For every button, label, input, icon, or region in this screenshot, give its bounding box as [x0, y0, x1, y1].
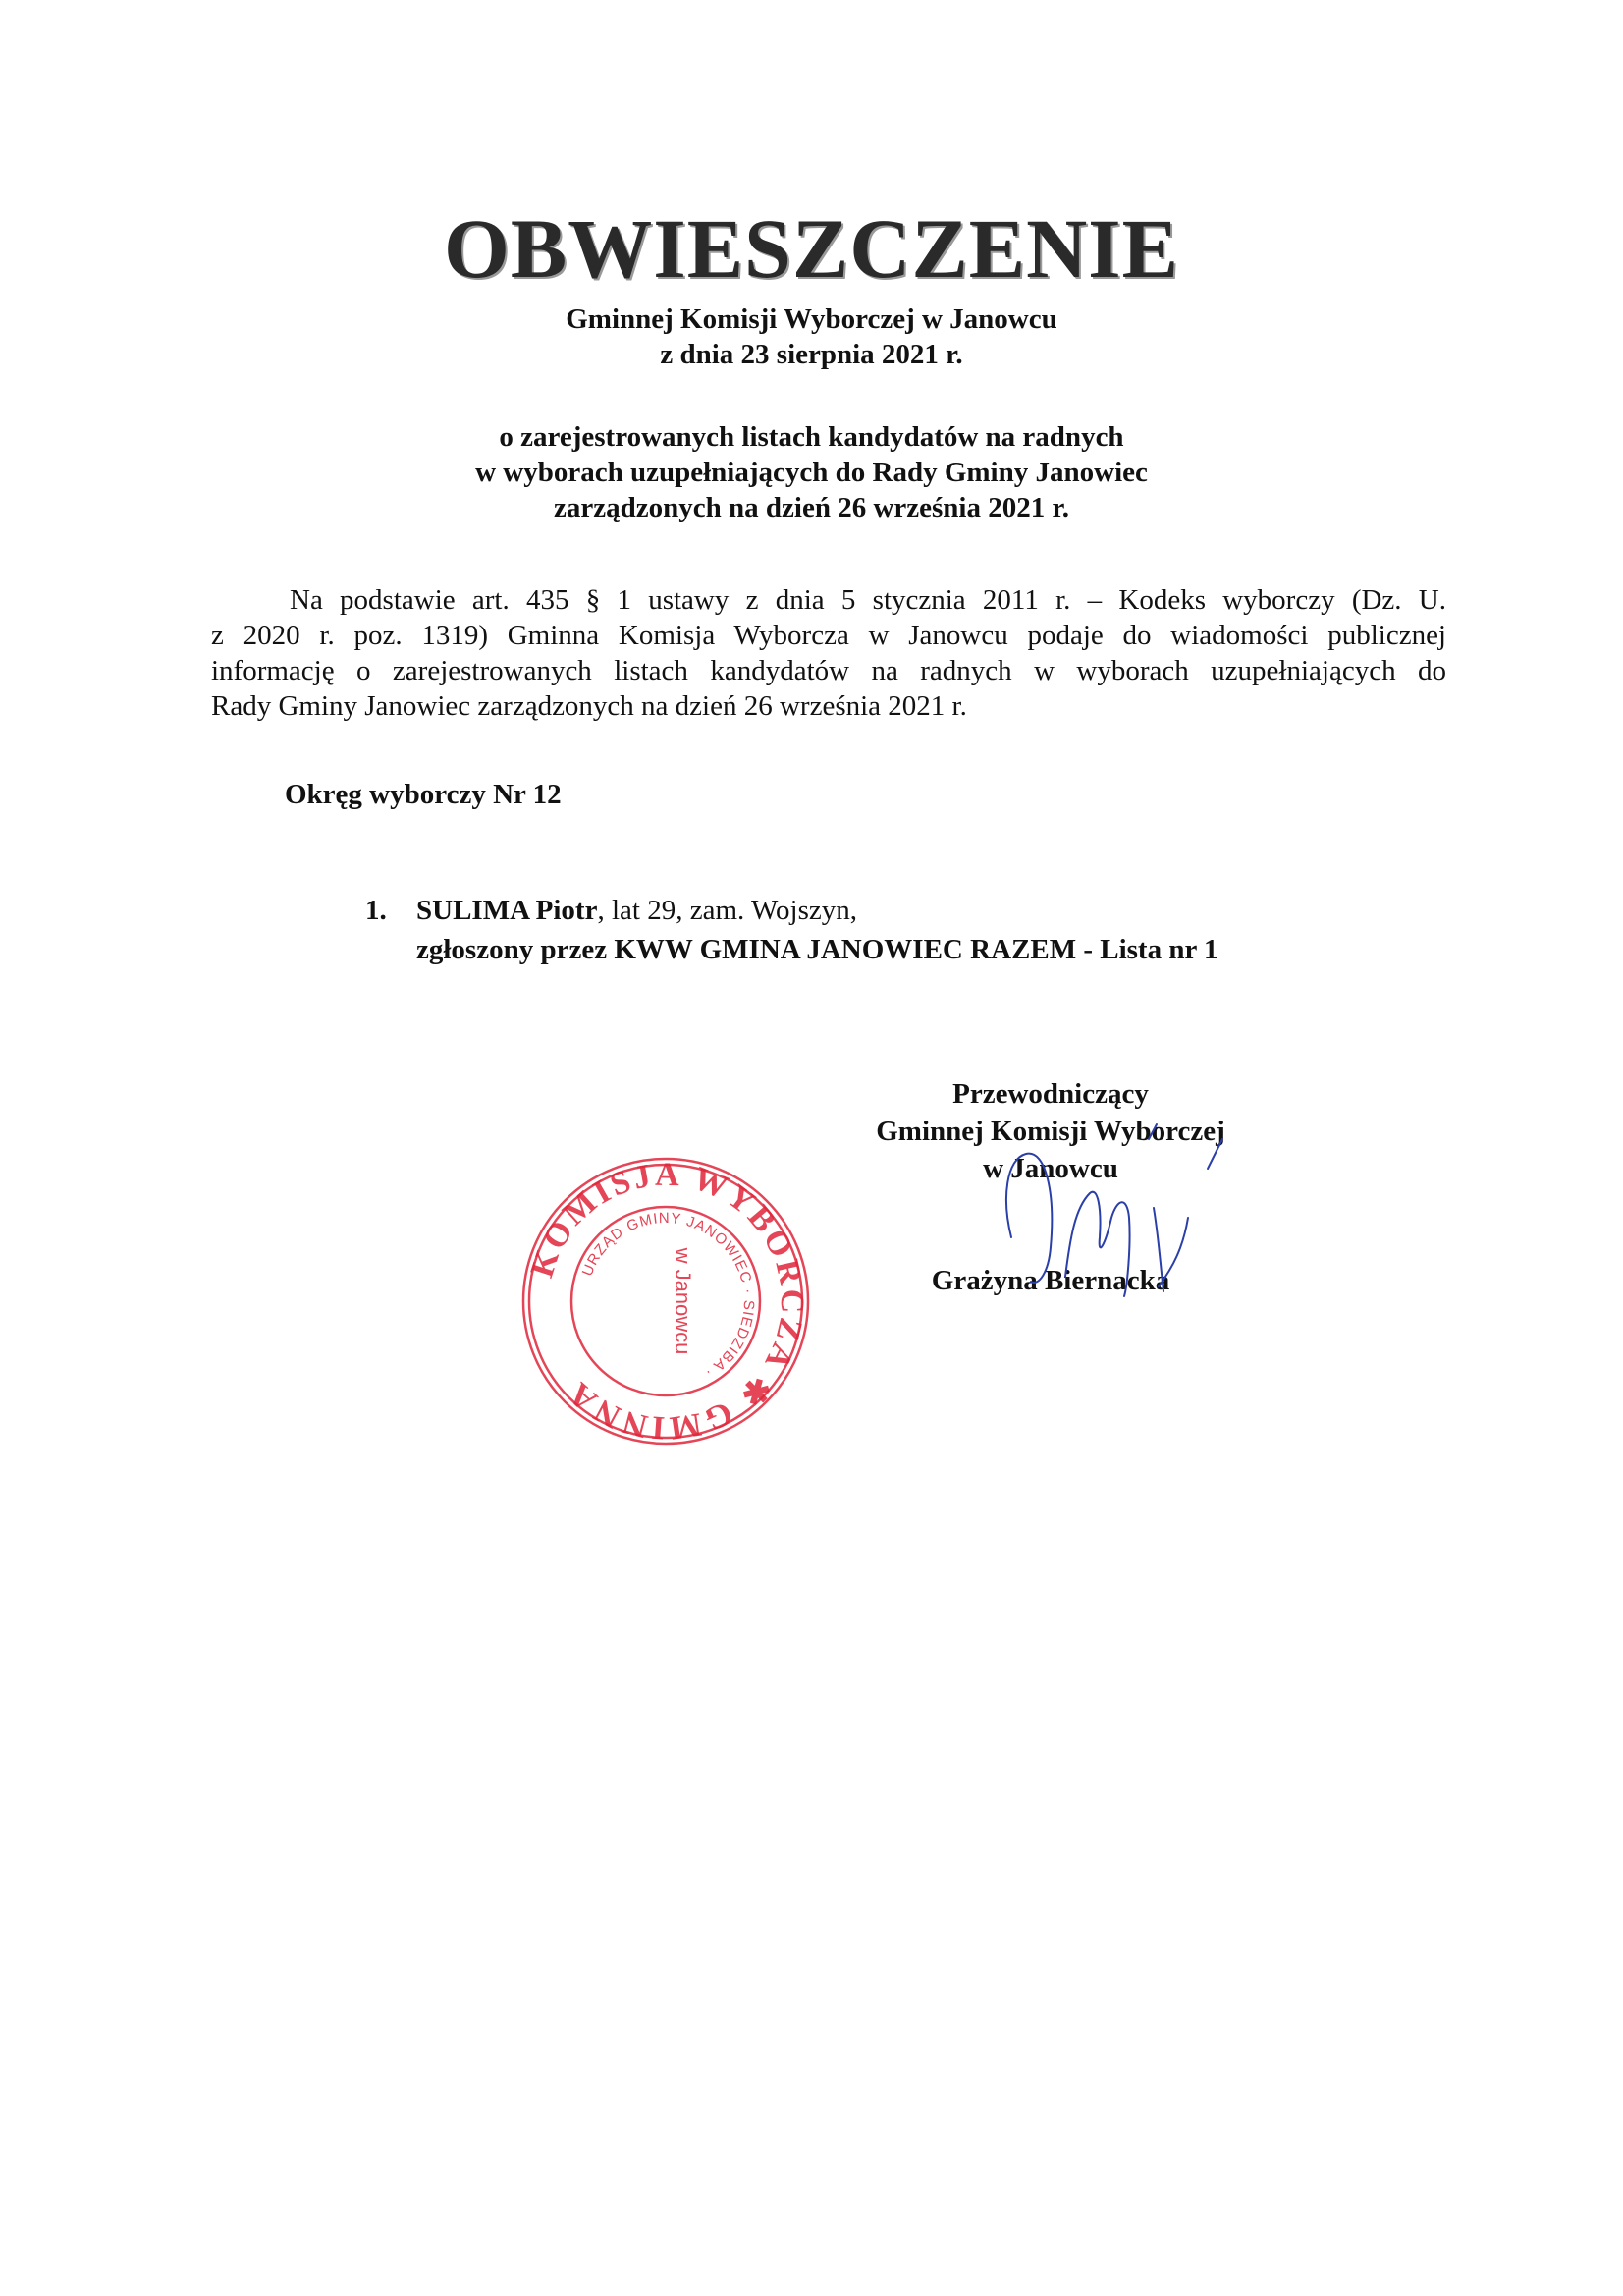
body-line: z 2020 r. poz. 1319) Gminna Komisja Wyborcza w Janowcu podaje do wiadomości publicznej	[211, 620, 1446, 651]
body-line: informację o zarejestrowanych listach kandydatów na radnych w wyborach uzupełniających do	[211, 655, 1446, 686]
signer-role: Gminnej Komisji Wyborczej	[876, 1116, 1225, 1147]
body-line: Na podstawie art. 435 § 1 ustawy z dnia 5 stycznia 2011 r. – Kodeks wyborczy (Dz. U.	[290, 584, 1446, 616]
subject-block	[0, 419, 1623, 525]
subject-line: zarządzonych na dzień 26 września 2021 r.	[554, 492, 1069, 523]
stamp-center-text: w Janowcu	[671, 1247, 695, 1355]
body-line: Rady Gminy Janowiec zarządzonych na dzień 26 września 2021 r.	[211, 690, 967, 722]
candidate-details: , lat 29, zam. Wojszyn,	[597, 895, 857, 926]
candidate-name: SULIMA Piotr	[416, 895, 598, 926]
body-paragraph	[211, 582, 1446, 724]
stamp-inner-text: URZĄD GMINY JANOWIEC · SIEDZIBA ·	[578, 1209, 758, 1382]
candidate-submitter: zgłoszony przez KWW GMINA JANOWIEC RAZEM - Lista nr 1	[416, 934, 1218, 965]
candidate-line	[416, 891, 857, 930]
stamp-outer-text: KOMISJA WYBORCZA ✱ GMINNA	[523, 1156, 811, 1448]
subject-line: w wyborach uzupełniających do Rady Gminy Janowiec	[475, 457, 1148, 488]
candidate-number: 1.	[365, 895, 387, 926]
issue-date: z dnia 23 sierpnia 2021 r.	[660, 339, 963, 370]
issuer-block	[0, 301, 1623, 372]
subject-line: o zarejestrowanych listach kandydatów na radnych	[499, 421, 1124, 453]
signer-role: w Janowcu	[983, 1153, 1118, 1184]
official-stamp	[518, 1154, 813, 1449]
district-heading: Okręg wyborczy Nr 12	[285, 779, 562, 810]
signer-name: Grażyna Biernacka	[931, 1265, 1170, 1296]
signer-role: Przewodniczący	[952, 1078, 1149, 1110]
handwritten-signature	[982, 1100, 1267, 1326]
document-title: OBWIESZCZENIE	[443, 201, 1180, 296]
issuer-name: Gminnej Komisji Wyborczej w Janowcu	[566, 303, 1057, 335]
svg-text:URZĄD GMINY JANOWIEC · SIEDZIB	[579, 1210, 757, 1382]
svg-text:KOMISJA WYBORCZA ✱ GMINNA	[524, 1157, 811, 1447]
